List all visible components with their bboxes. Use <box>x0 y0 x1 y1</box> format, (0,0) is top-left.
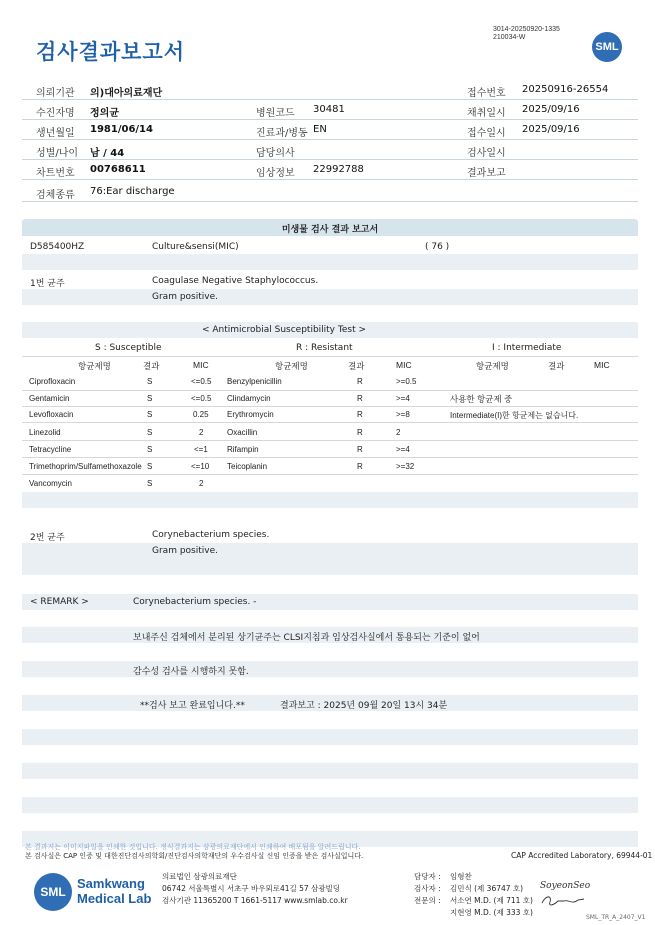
remark-band <box>22 594 638 610</box>
value-sex-age: 남 / 44 <box>90 148 125 159</box>
drug-name: Rifampin <box>227 445 259 454</box>
remark-line-1: Corynebacterium species. - <box>133 597 257 607</box>
drug-mic: <=1 <box>194 445 208 454</box>
staff-label: 전문의 : <box>414 896 441 905</box>
drug-name: Oxacillin <box>227 428 258 437</box>
drug-name: Tetracycline <box>29 445 72 454</box>
label-sex-age: 성별/나이 <box>36 148 79 159</box>
footer-lab-name <box>77 876 151 906</box>
divider <box>22 356 638 357</box>
lab-name-line-1: Samkwang <box>77 876 145 891</box>
drug-mic: 0.25 <box>193 410 209 419</box>
label-clinical-info: 임상정보 <box>256 168 295 179</box>
report-time: 결과보고 : 2025년 09월 20일 13시 34분 <box>280 701 448 711</box>
organism-1-gram: Gram positive. <box>152 292 218 302</box>
label-specimen-type: 검체종류 <box>36 190 75 201</box>
label-physician: 담당의사 <box>256 148 295 159</box>
staff-value: 임형찬 <box>450 872 472 881</box>
drug-result: S <box>147 410 153 419</box>
document-id <box>493 26 560 42</box>
drug-name: Levofloxacin <box>29 410 74 419</box>
value-specimen-type: 76:Ear discharge <box>90 186 175 197</box>
label-chart-number: 차트번호 <box>36 168 75 179</box>
organism-2-label: 2번 균주 <box>30 533 65 543</box>
header-row-4 <box>22 140 638 160</box>
document-id-line-2: 210034-W <box>493 34 526 41</box>
col-result-3: 결과 <box>548 361 565 371</box>
drug-mic: >=32 <box>396 462 415 471</box>
staff-label: 담당자 : <box>414 872 441 881</box>
contact-info: 검사기관 11365200 T 1661-5117 www.smlab.co.kr <box>162 896 348 905</box>
organism-1-label: 1번 균주 <box>30 279 65 289</box>
remark-line-2: 보내주신 검체에서 분리된 상기균주는 CLSI지침과 임상검사실에서 통용되는 기준이 없어 <box>133 633 480 643</box>
value-receipt-date: 2025/09/16 <box>522 124 580 135</box>
footer-sml-logo: SML <box>34 873 72 911</box>
band-row <box>22 543 638 559</box>
drug-result: S <box>147 377 153 386</box>
label-collection-date: 채취일시 <box>467 108 506 119</box>
report-title: 검사결과보고서 <box>36 40 186 64</box>
band-row <box>22 559 638 575</box>
drug-result: S <box>147 428 153 437</box>
completion-band <box>22 695 638 711</box>
value-birth-date: 1981/06/14 <box>90 124 153 135</box>
drug-result: R <box>357 428 363 437</box>
value-hospital-code: 30481 <box>313 104 345 115</box>
value-chart-number: 00768611 <box>90 164 146 175</box>
drug-name: Clindamycin <box>227 394 271 403</box>
cap-accreditation: CAP Accredited Laboratory, 69944-01 <box>511 851 653 860</box>
band-row <box>22 729 638 745</box>
test-code: D585400HZ <box>30 242 85 252</box>
divider <box>22 440 638 441</box>
foundation-name: 의료법인 삼광의료재단 <box>162 872 237 881</box>
col-mic-2: MIC <box>396 360 412 370</box>
document-id-line-1: 3014-20250920-1335 <box>493 26 560 33</box>
signature-mark <box>540 893 586 909</box>
label-hospital-code: 병원코드 <box>256 108 295 119</box>
col-drug-1: 항균제명 <box>78 361 111 371</box>
remark-label: < REMARK > <box>30 597 89 607</box>
divider <box>22 474 638 475</box>
legend-intermediate: I : Intermediate <box>492 343 562 353</box>
col-drug-3: 항균제명 <box>476 361 509 371</box>
band-row <box>22 797 638 813</box>
label-birth-date: 생년월일 <box>36 128 75 139</box>
drug-mic: >=0.5 <box>396 377 417 386</box>
section-title-band <box>22 219 638 236</box>
disclaimer: 본 결과지는 이미지파일을 인쇄한 것입니다. 정식결과지는 삼광의료재단에서 인쇄하여 배포됨을 알려드립니다. <box>25 843 361 851</box>
label-result-report: 결과보고 <box>467 168 506 179</box>
value-clinical-info: 22992788 <box>313 164 364 175</box>
header-row-5 <box>22 160 638 180</box>
section-title: 미생물 검사 결과 보고서 <box>281 225 379 235</box>
legend-resistant: R : Resistant <box>296 343 353 353</box>
header-row-1 <box>22 80 638 100</box>
drug-name: Linezolid <box>29 428 61 437</box>
drug-name: Benzylpenicillin <box>227 377 282 386</box>
test-name: Culture&sensi(MIC) <box>152 242 239 252</box>
drug-result: R <box>357 377 363 386</box>
label-receipt-number: 접수번호 <box>467 88 506 99</box>
drug-result: R <box>357 410 363 419</box>
drug-mic: <=10 <box>191 462 210 471</box>
remark-line-3: 감수성 검사를 시행하지 못함. <box>133 667 249 677</box>
drug-name: Ciprofloxacin <box>29 377 76 386</box>
divider <box>22 457 638 458</box>
staff-value: 서소연 M.D. (제 711 호) <box>450 896 533 905</box>
divider <box>22 390 638 391</box>
label-patient-name: 수진자명 <box>36 108 75 119</box>
col-result-2: 결과 <box>348 361 365 371</box>
band-row <box>22 254 638 270</box>
remark-band <box>22 661 638 677</box>
drug-mic: 2 <box>199 428 204 437</box>
drug-name: Vancomycin <box>29 479 72 488</box>
label-department: 진료과/병동 <box>256 128 308 139</box>
label-test-date: 검사일시 <box>467 148 506 159</box>
drug-mic: <=0.5 <box>191 394 212 403</box>
value-collection-date: 2025/09/16 <box>522 104 580 115</box>
drug-result: R <box>357 462 363 471</box>
drug-name: Trimethoprim/Sulfamethoxazole <box>29 462 142 471</box>
drug-result: S <box>147 479 153 488</box>
signature: SoyeonSeo <box>540 881 591 891</box>
intermediate-note-1: 사용한 항균제 중 <box>450 394 513 404</box>
col-drug-2: 항균제명 <box>275 361 308 371</box>
label-receipt-date: 접수일시 <box>467 128 506 139</box>
intermediate-note-2: Intermediate(I)한 항균제는 없습니다. <box>450 411 579 420</box>
cap-statement: 본 검사실은 CAP 인증 및 대한진단검사의학회/진단검사의학재단의 우수검사실 신임 인증을 받은 검사실입니다. <box>25 852 364 860</box>
ast-title: < Antimicrobial Susceptibility Test > <box>202 325 366 335</box>
drug-mic: >=4 <box>396 445 410 454</box>
divider <box>22 422 638 423</box>
value-department: EN <box>313 124 327 135</box>
value-patient-name: 정의균 <box>90 108 119 119</box>
staff-label: 검사자 : <box>414 884 441 893</box>
drug-result: R <box>357 394 363 403</box>
drug-mic: 2 <box>199 479 204 488</box>
col-result-1: 결과 <box>143 361 160 371</box>
label-requesting-institution: 의뢰기관 <box>36 88 75 99</box>
col-mic-3: MIC <box>594 360 610 370</box>
legend-susceptible: S : Susceptible <box>95 343 162 353</box>
header-row-6 <box>22 182 638 202</box>
col-mic-1: MIC <box>193 360 209 370</box>
band-row <box>22 289 638 305</box>
sml-logo: SML <box>592 32 622 62</box>
drug-mic: 2 <box>396 428 401 437</box>
band-row <box>22 492 638 508</box>
drug-name: Teicoplanin <box>227 462 268 471</box>
drug-mic: <=0.5 <box>191 377 212 386</box>
divider <box>22 406 638 407</box>
staff-value: 지현영 M.D. (제 333 호) <box>450 908 533 917</box>
band-row <box>22 763 638 779</box>
organism-1-name: Coagulase Negative Staphylococcus. <box>152 276 319 286</box>
organism-2-gram: Gram positive. <box>152 546 218 556</box>
drug-result: S <box>147 462 153 471</box>
staff-value: 김민식 (제 36747 호) <box>450 884 524 893</box>
drug-name: Erythromycin <box>227 410 274 419</box>
ast-title-band <box>22 322 638 338</box>
address: 06742 서울특별시 서초구 바우뫼로41길 57 삼광빌딩 <box>162 884 341 893</box>
report-complete: **검사 보고 완료입니다.** <box>140 701 245 711</box>
lab-name-line-2: Medical Lab <box>77 891 152 906</box>
value-requesting-institution: 의)대아의료재단 <box>90 88 163 99</box>
drug-result: R <box>357 445 363 454</box>
test-number: ( 76 ) <box>425 242 450 252</box>
remark-band <box>22 627 638 643</box>
drug-result: S <box>147 445 153 454</box>
drug-mic: >=4 <box>396 394 410 403</box>
header-row-3 <box>22 120 638 140</box>
organism-2-name: Corynebacterium species. <box>152 530 270 540</box>
drug-result: S <box>147 394 153 403</box>
form-code: SML_TR_A_2407_V1 <box>586 914 646 921</box>
value-receipt-number: 20250916-26554 <box>522 84 609 95</box>
header-row-2 <box>22 100 638 120</box>
drug-name: Gentamicin <box>29 394 70 403</box>
drug-mic: >=8 <box>396 410 410 419</box>
